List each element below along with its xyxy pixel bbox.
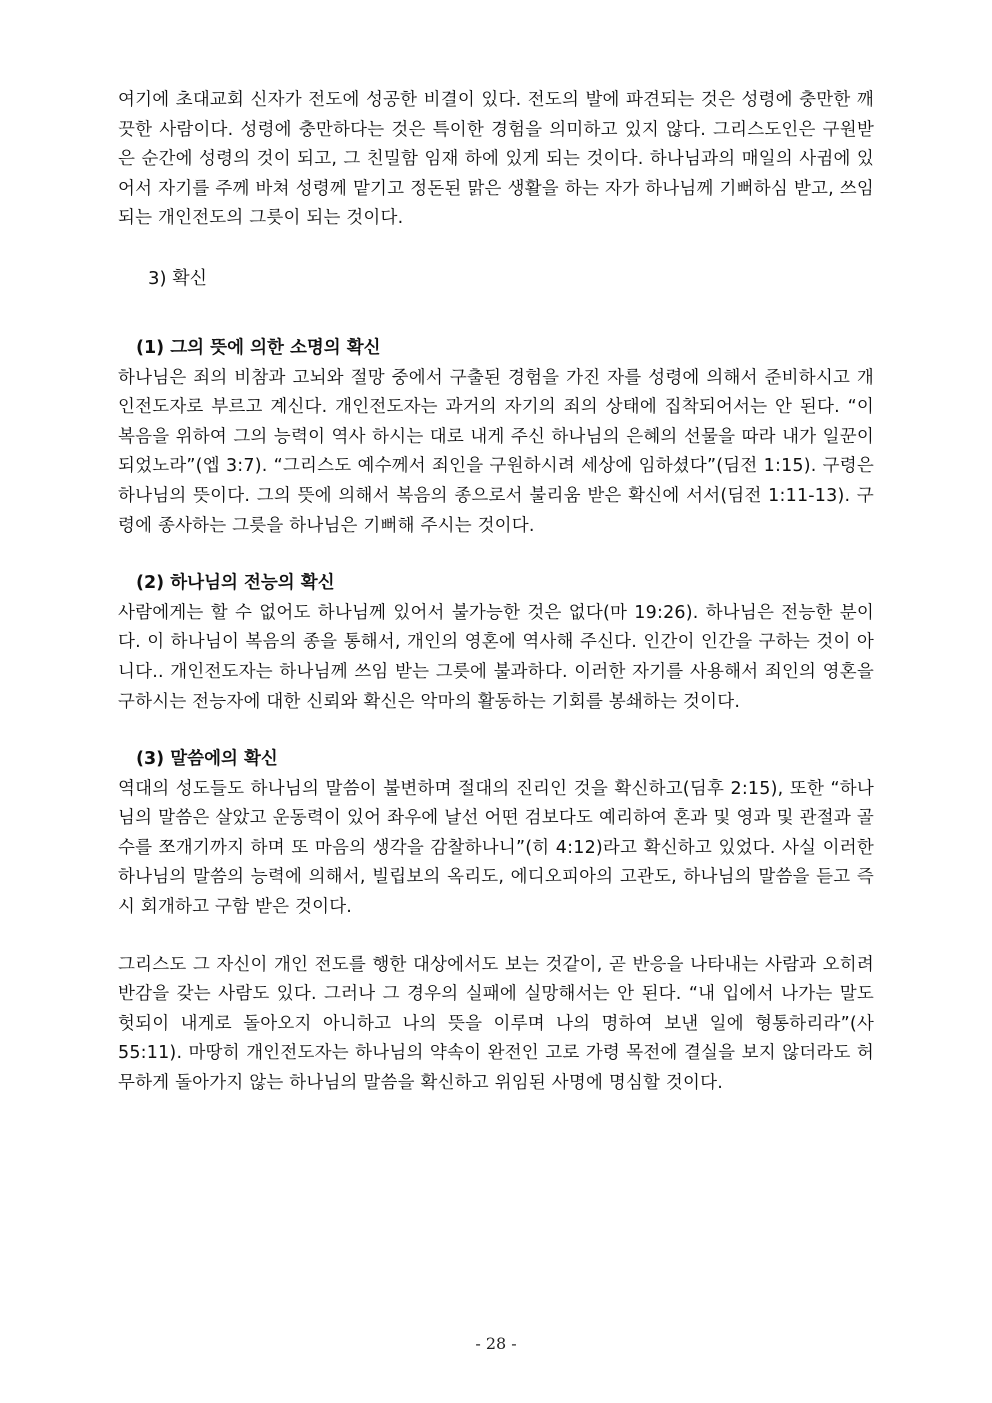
spacer	[118, 294, 874, 334]
section-title: 3) 확신	[148, 267, 207, 289]
closing-paragraph: 그리스도 그 자신이 개인 전도를 행한 대상에서도 보는 것같이, 곧 반응을 나타내는 사람과 오히려 반감을 갖는 사람도 있다. 그러나 그 경우의 실패에 실망해서는 안 된다. “내 입에서 나가는 말도 헛되이 내게로 돌아오지 아니하고 나의 뜻을 이루며 나의 명하여 보낸 일에 형통하리라”(사 55:11). 마땅히 개인전도자는 하나님의 약속이 완전인 고로 가령 목전에 결실을 보지 않더라도 허무하게 돌아가지 않는 하나님의 말씀을 확신하고 위임된 사명에 명심할 것이다.	[118, 954, 874, 1094]
subsection-body-1: 하나님은 죄의 비참과 고뇌와 절망 중에서 구출된 경험을 가진 자를 성령에 의해서 준비하시고 개인전도자로 부르고 계신다. 개인전도자는 과거의 자기의 죄의 상태에 집착되어서는 안 된다. “이 복음을 위하여 그의 능력이 역사 하시는 대로 내게 주신 하나님의 은혜의 선물을 따라 내가 일꾼이 되었노라”(엡 3:7). “그리스도 예수께서 죄인을 구원하시려 세상에 임하셨다”(딤전 1:15). 구령은 하나님의 뜻이다. 그의 뜻에 의해서 복음의 종으로서 불리움 받은 확신에 서서(딤전 1:11-13). 구령에 종사하는 그릇을 하나님은 기뻐해 주시는 것이다.	[118, 367, 874, 536]
spacer	[118, 234, 874, 264]
subsection-body-3: 역대의 성도들도 하나님의 말씀이 불변하며 절대의 진리인 것을 확신하고(딤후 2:15), 또한 “하나님의 말씀은 살았고 운동력이 있어 좌우에 날선 어떤 검보다도 예리하여 혼과 및 영과 및 관절과 골수를 쪼개기까지 하며 또 마음의 생각을 감찰하나니”(히 4:12)라고 확신하고 있었다. 사실 이러한 하나님의 말씀의 능력에 의해서, 빌립보의 옥리도, 에디오피아의 고관도, 하나님의 말씀을 듣고 즉시 회개하고 구함 받은 것이다.	[118, 778, 874, 918]
spacer	[118, 541, 874, 569]
page-number: - 28 -	[475, 1334, 517, 1353]
subsection-title-1: (1) 그의 뜻에 의한 소명의 확신	[136, 337, 381, 358]
subsection-body-2: 사람에게는 할 수 없어도 하나님께 있어서 불가능한 것은 없다(마 19:26). 하나님은 전능한 분이다. 이 하나님이 복음의 종을 통해서, 개인의 영혼에 역사해 주신다. 인간이 인간을 구하는 것이 아니다.. 개인전도자는 하나님께 쓰임 받는 그릇에 불과하다. 이러한 자기를 사용해서 죄인의 영혼을 구하시는 전능자에 대한 신뢰와 확신은 악마의 활동하는 기회를 봉쇄하는 것이다.	[118, 602, 874, 712]
subsection-title-2: (2) 하나님의 전능의 확신	[136, 573, 335, 594]
spacer	[118, 717, 874, 745]
spacer	[118, 923, 874, 951]
intro-paragraph: 여기에 초대교회 신자가 전도에 성공한 비결이 있다. 전도의 발에 파견되는 것은 성령에 충만한 깨끗한 사람이다. 성령에 충만하다는 것은 특이한 경험을 의미하고 있지 않다. 그리스도인은 구원받은 순간에 성령의 것이 되고, 그 친밀함 임재 하에 있게 되는 것이다. 하나님과의 매일의 사귐에 있어서 자기를 주께 바쳐 성령께 맡기고 정돈된 맑은 생활을 하는 자가 하나님께 기뻐하심 받고, 쓰임 되는 개인전도의 그릇이 되는 것이다.	[118, 90, 874, 229]
subsection-title-3: (3) 말씀에의 확신	[136, 749, 278, 770]
document-page	[118, 86, 874, 1099]
